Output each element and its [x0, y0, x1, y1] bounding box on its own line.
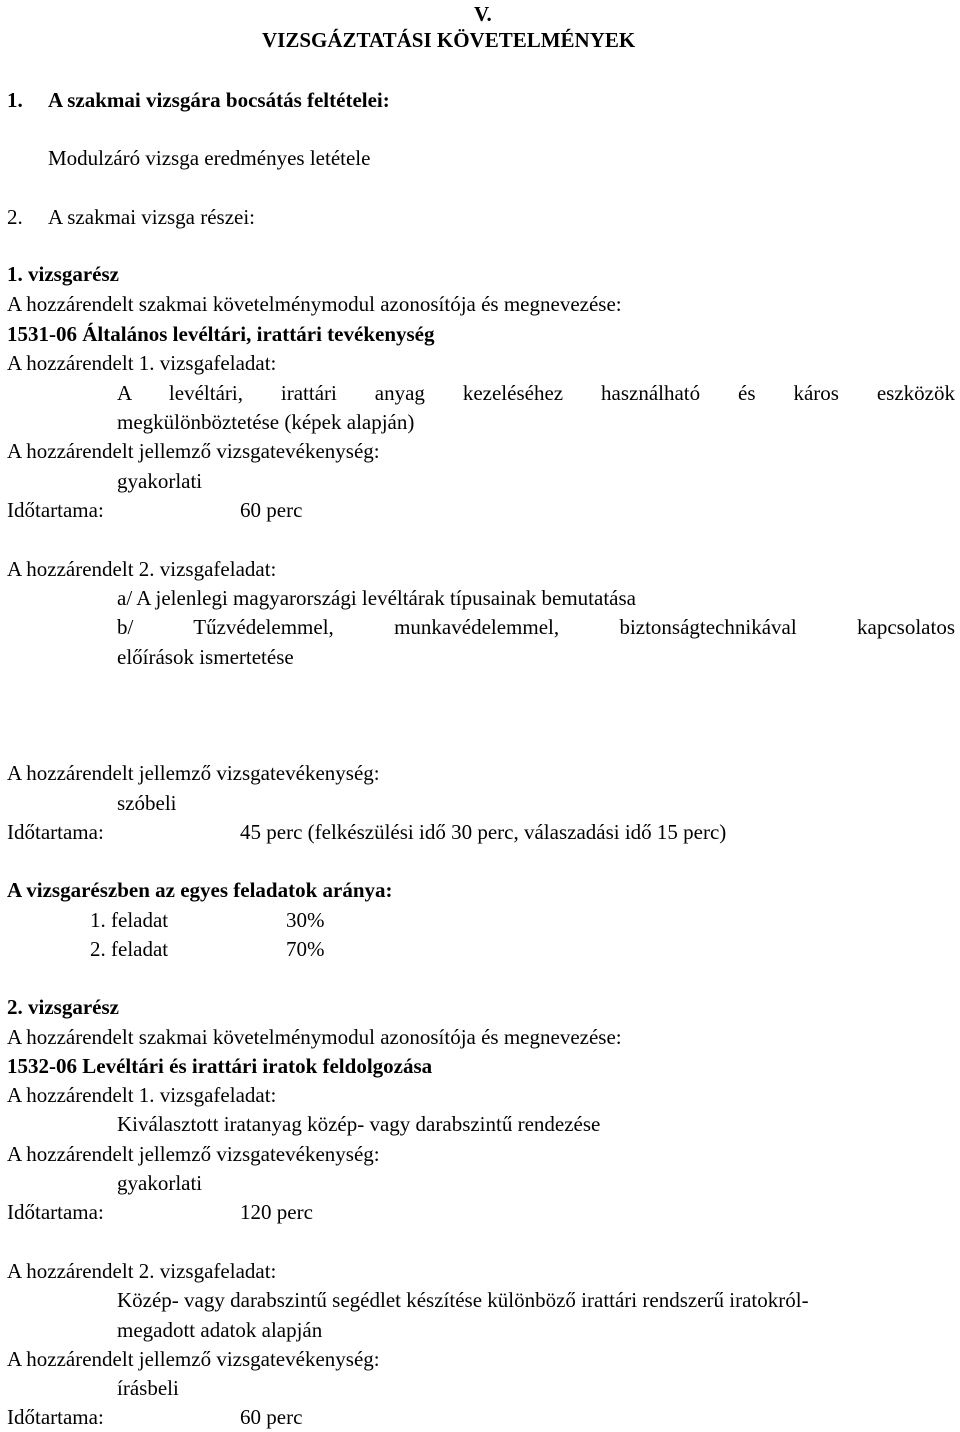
part1-task1-desc-line1: A levéltári, irattári anyag kezeléséhez használható és káros eszközök [117, 381, 955, 405]
part1-task2-activity: szóbeli [117, 791, 177, 815]
chapter-title: VIZSGÁZTATÁSI KÖVETELMÉNYEK [262, 28, 636, 52]
part2-task2-desc-line1: Közép- vagy darabszintű segédlet készítése különböző irattári rendszerű iratokról- [117, 1288, 809, 1312]
part1-heading: 1. vizsgarész [7, 262, 119, 286]
part1-task1-duration: 60 perc [240, 498, 303, 522]
part2-task1-duration-label: Időtartama: [7, 1200, 104, 1224]
section1-text: Modulzáró vizsga eredményes letétele [48, 146, 371, 170]
section2-number: 2. [7, 205, 23, 229]
ratio-row-percent: 70% [286, 937, 325, 961]
part1-task1-activity-label: A hozzárendelt jellemző vizsgatevékenység: [7, 439, 380, 463]
part2-task1-duration: 120 perc [240, 1200, 313, 1224]
part2-task2-activity: írásbeli [117, 1376, 179, 1400]
part2-module-name: 1532-06 Levéltári és irattári iratok feldolgozása [7, 1054, 433, 1078]
part1-task2-duration-label: Időtartama: [7, 820, 104, 844]
part1-task2-line-b2: előírások ismertetése [117, 645, 294, 669]
part1-task1-activity: gyakorlati [117, 469, 203, 493]
ratio-row-task: 1. feladat [90, 908, 169, 932]
part1-module-name: 1531-06 Általános levéltári, irattári tevékenység [7, 322, 435, 346]
part1-task2-duration: 45 perc (felkészülési idő 30 perc, válaszadási idő 15 perc) [240, 820, 727, 844]
part2-heading: 2. vizsgarész [7, 995, 119, 1019]
part2-task1-activity: gyakorlati [117, 1171, 203, 1195]
part1-task1-label: A hozzárendelt 1. vizsgafeladat: [7, 351, 277, 375]
ratio-row-task: 2. feladat [90, 937, 169, 961]
part2-task1-label: A hozzárendelt 1. vizsgafeladat: [7, 1083, 277, 1107]
part1-task2-activity-label: A hozzárendelt jellemző vizsgatevékenység: [7, 761, 380, 785]
section1-number: 1. [7, 88, 23, 112]
part2-task2-duration: 60 perc [240, 1405, 303, 1429]
part1-task2-line-b1: b/ Tűzvédelemmel, munkavédelemmel, biztonságtechnikával kapcsolatos [117, 615, 955, 639]
chapter-number: V. [474, 2, 492, 26]
part1-task2-label: A hozzárendelt 2. vizsgafeladat: [7, 557, 277, 581]
part2-module-intro: A hozzárendelt szakmai követelménymodul azonosítója és megnevezése: [7, 1025, 622, 1049]
part1-task1-duration-label: Időtartama: [7, 498, 104, 522]
part1-module-intro: A hozzárendelt szakmai követelménymodul azonosítója és megnevezése: [7, 292, 622, 316]
section1-title: A szakmai vizsgára bocsátás feltételei: [48, 88, 390, 112]
part2-task1-activity-label: A hozzárendelt jellemző vizsgatevékenység: [7, 1142, 380, 1166]
part2-task2-activity-label: A hozzárendelt jellemző vizsgatevékenység: [7, 1347, 380, 1371]
part2-task2-duration-label: Időtartama: [7, 1405, 104, 1429]
part2-task2-desc-line2: megadott adatok alapján [117, 1318, 323, 1342]
ratio-row-percent: 30% [286, 908, 325, 932]
part1-task1-desc-line2: megkülönböztetése (képek alapján) [117, 410, 415, 434]
section2-title: A szakmai vizsga részei: [48, 205, 256, 229]
part2-task1-desc: Kiválasztott iratanyag közép- vagy darabszintű rendezése [117, 1112, 601, 1136]
part1-ratio-heading: A vizsgarészben az egyes feladatok aránya: [7, 878, 393, 902]
part1-task2-line-a: a/ A jelenlegi magyarországi levéltárak típusainak bemutatása [117, 586, 636, 610]
part2-task2-label: A hozzárendelt 2. vizsgafeladat: [7, 1259, 277, 1283]
